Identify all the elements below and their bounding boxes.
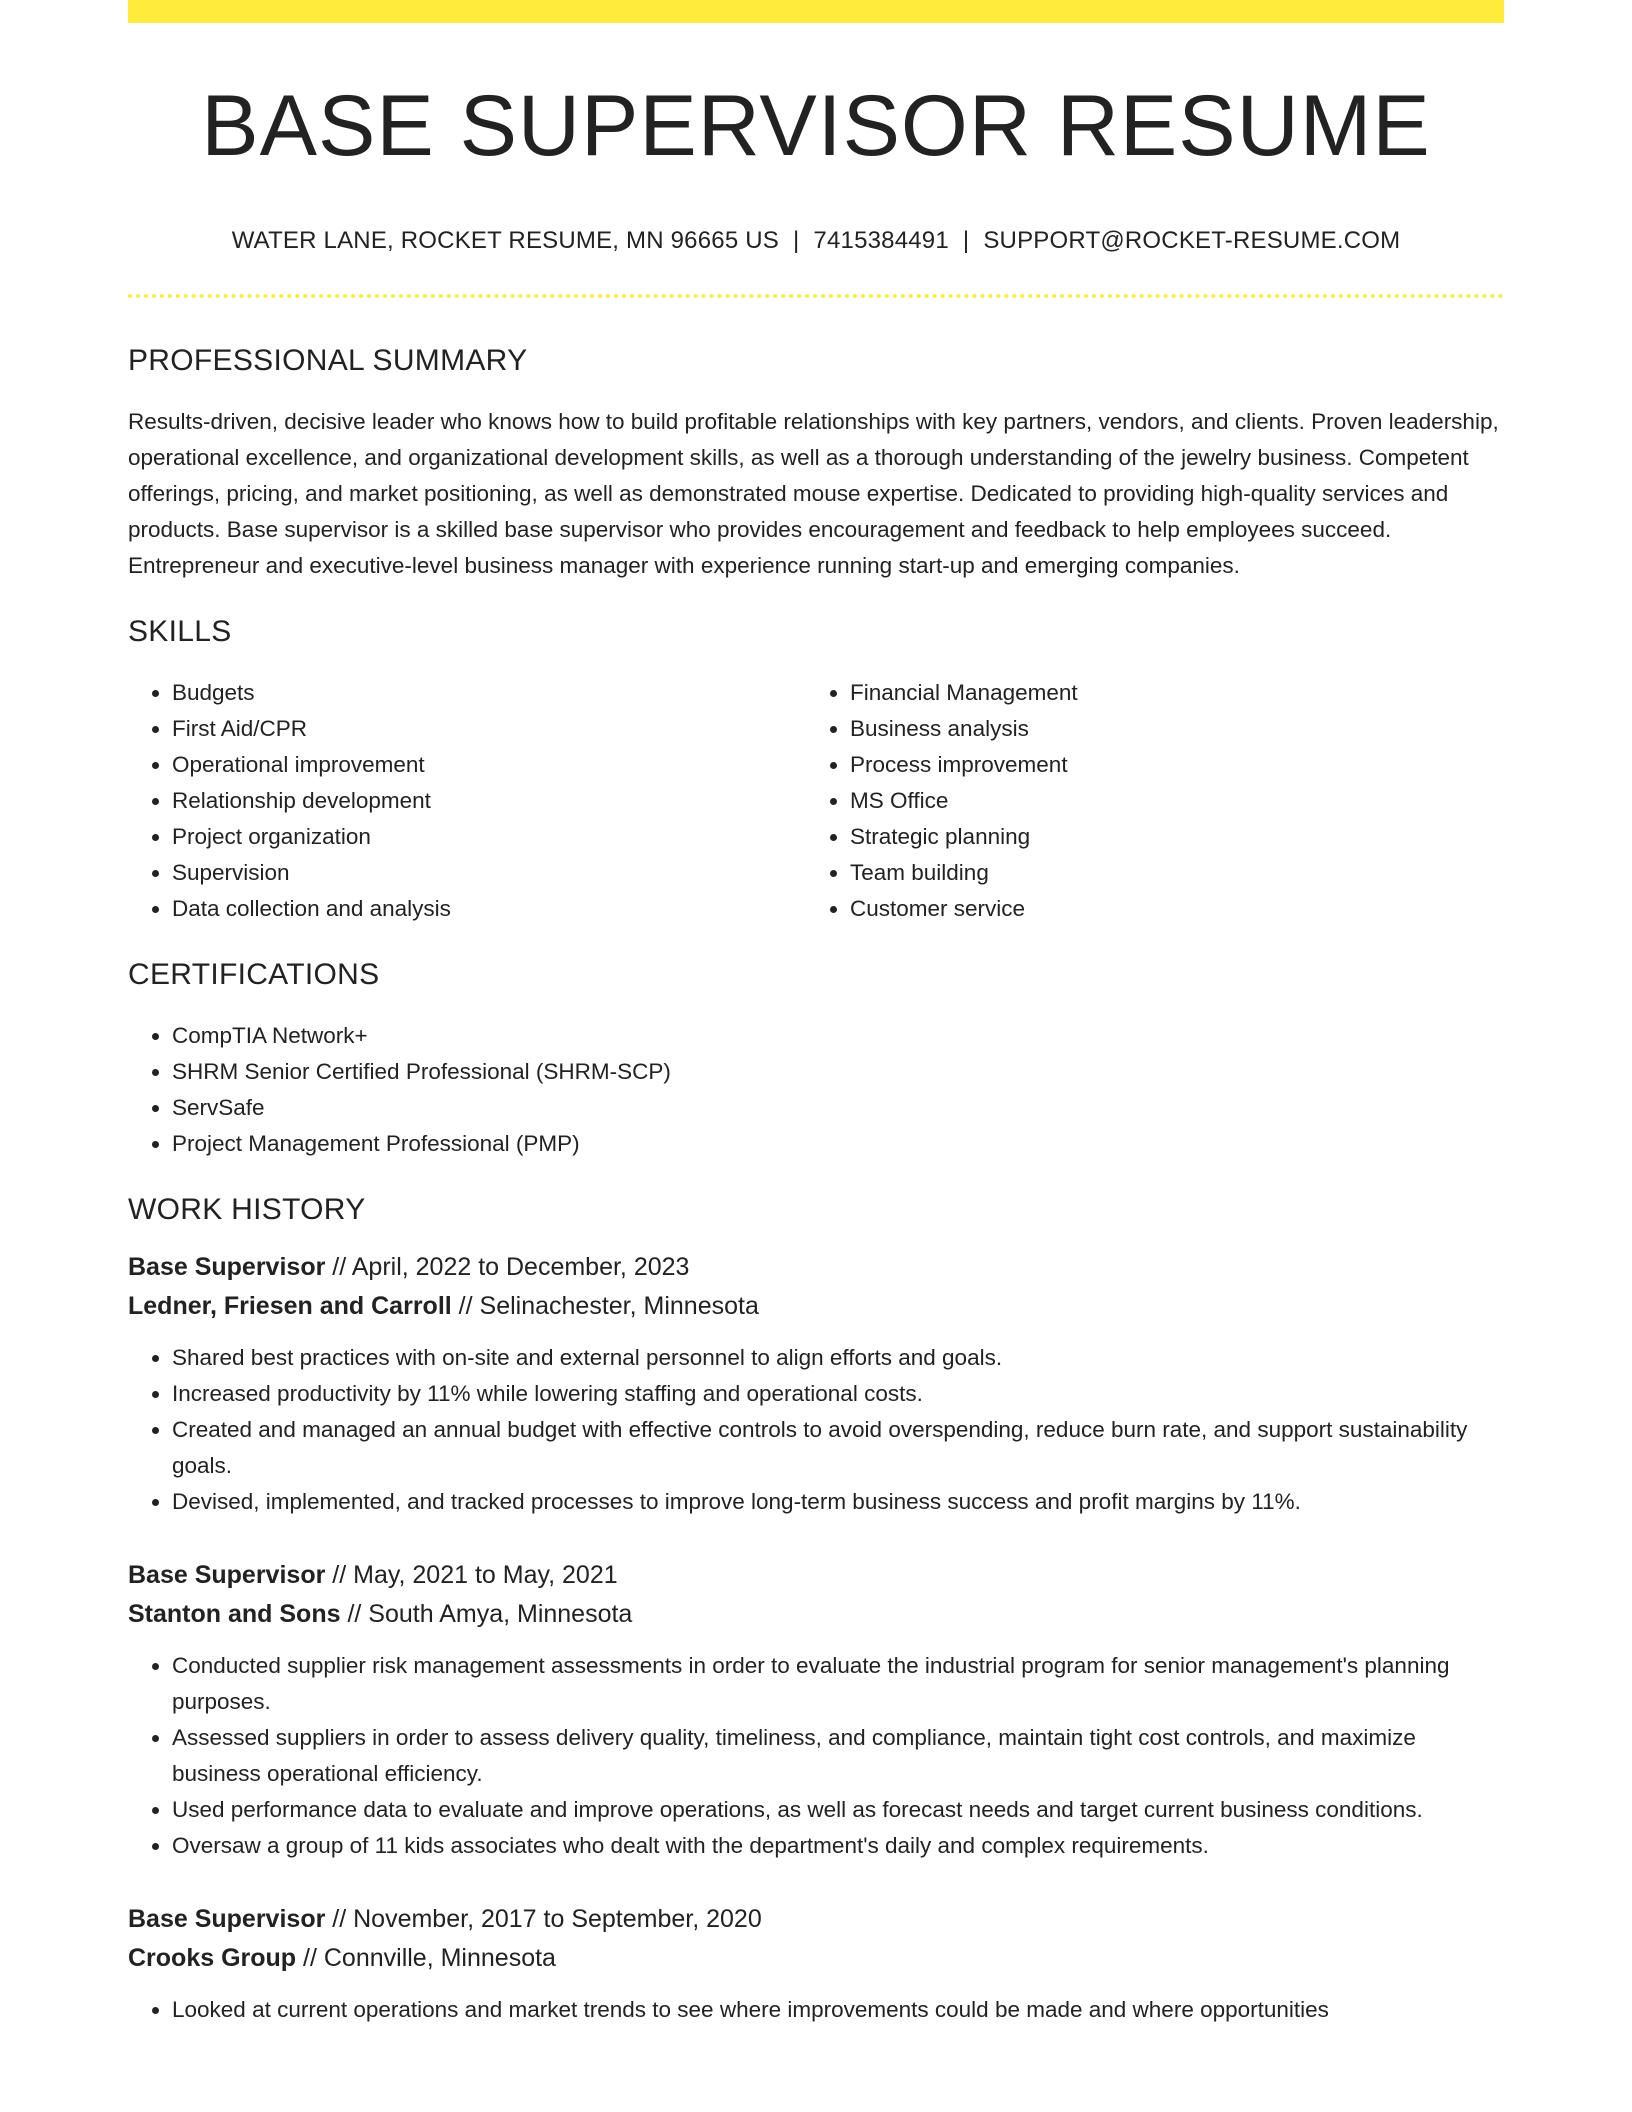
job-bullet: • Used performance data to evaluate and improve operations, as well as forecast needs and target current business conditions. (172, 1792, 1504, 1828)
job-bullets (128, 1648, 1504, 1864)
skill-item: • Strategic planning (850, 819, 1484, 855)
job-role: Base Supervisor (128, 1560, 326, 1589)
job-bullet: • Conducted supplier risk management assessments in order to evaluate the industrial program for senior management's planning purposes. (172, 1648, 1504, 1720)
job-company: Stanton and Sons (128, 1599, 341, 1628)
resume-page (128, 0, 1504, 2028)
skill-item: • Supervision (172, 855, 806, 891)
contact-line (128, 227, 1504, 256)
top-accent-bar (128, 0, 1504, 23)
job-role: Base Supervisor (128, 1904, 326, 1933)
job-company: Ledner, Friesen and Carroll (128, 1291, 452, 1320)
job-bullet: • Assessed suppliers in order to assess delivery quality, timeliness, and compliance, maintain tight cost controls, and maximize business operational efficiency. (172, 1720, 1504, 1792)
job-title-line (128, 1556, 1504, 1595)
job-delimiter: // (451, 1291, 480, 1320)
job-title-line (128, 1248, 1504, 1287)
job-location: Selinachester, Minnesota (479, 1291, 759, 1320)
job-company-line (128, 1287, 1504, 1326)
job-entry (128, 1556, 1504, 1864)
summary-heading: PROFESSIONAL SUMMARY (128, 343, 528, 377)
certifications-list (128, 1018, 1504, 1162)
certification-item: • Project Management Professional (PMP) (172, 1126, 1504, 1162)
certifications-heading: CERTIFICATIONS (128, 957, 380, 991)
skills-heading: SKILLS (128, 614, 232, 648)
email-address[interactable]: SUPPORT@ROCKET-RESUME.COM (983, 227, 1401, 254)
job-bullet: • Looked at current operations and market trends to see where improvements could be made and where opportunities (172, 1992, 1504, 2028)
job-bullets (128, 1992, 1504, 2028)
skill-item: • Data collection and analysis (172, 891, 806, 927)
phone-number[interactable]: 7415384491 (813, 227, 949, 254)
skill-item: • Operational improvement (172, 747, 806, 783)
certification-item: • CompTIA Network+ (172, 1018, 1504, 1054)
job-company: Crooks Group (128, 1943, 297, 1972)
job-location: Connville, Minnesota (323, 1943, 556, 1972)
dotted-divider (128, 294, 1504, 298)
skill-item: • Customer service (850, 891, 1484, 927)
job-company-line (128, 1939, 1504, 1978)
job-delimiter: // (325, 1252, 352, 1281)
job-title-line (128, 1900, 1504, 1939)
job-bullet: • Created and managed an annual budget with effective controls to avoid overspending, reduce burn rate, and support sustainability goals. (172, 1412, 1504, 1484)
job-bullet: • Increased productivity by 11% while lowering staffing and operational costs. (172, 1376, 1504, 1412)
job-location: South Amya, Minnesota (368, 1599, 633, 1628)
skills-grid (128, 675, 1504, 927)
job-company-line (128, 1595, 1504, 1634)
skills-list-right (806, 675, 1484, 927)
skills-list-left (128, 675, 806, 927)
job-bullet: • Shared best practices with on-site and external personnel to align efforts and goals. (172, 1340, 1504, 1376)
skill-item: • Team building (850, 855, 1484, 891)
job-dates: May, 2021 to May, 2021 (353, 1560, 618, 1589)
contact-separator: | (962, 227, 970, 254)
skill-item: • Budgets (172, 675, 806, 711)
job-delimiter: // (325, 1904, 354, 1933)
job-entry (128, 1248, 1504, 1520)
job-role: Base Supervisor (128, 1252, 326, 1281)
skill-item: • Business analysis (850, 711, 1484, 747)
job-delimiter: // (296, 1943, 324, 1972)
job-dates: April, 2022 to December, 2023 (351, 1252, 690, 1281)
job-dates: November, 2017 to September, 2020 (353, 1904, 762, 1933)
job-bullets (128, 1340, 1504, 1520)
job-bullet: • Oversaw a group of 11 kids associates who dealt with the department's daily and complex requirements. (172, 1828, 1504, 1864)
job-delimiter: // (340, 1599, 369, 1628)
work-history-heading: WORK HISTORY (128, 1192, 366, 1226)
certification-item: • SHRM Senior Certified Professional (SHRM-SCP) (172, 1054, 1504, 1090)
summary-text: Results-driven, decisive leader who knows how to build profitable relationships with key partners, vendors, and clients. Proven leadership, operational excellence, and organizational development skills, as well as a thorough understanding of the jewelry business. Competent offerings, pricing, and market positioning, as well as demonstrated mouse expertise. Dedicated to providing high-quality services and products. Base supervisor is a skilled base supervisor who provides encouragement and feedback to help employees succeed. Entrepreneur and executive-level business manager with experience running start-up and emerging companies. (128, 408, 1499, 578)
skill-item: • First Aid/CPR (172, 711, 806, 747)
skill-item: • Financial Management (850, 675, 1484, 711)
skill-item: • Project organization (172, 819, 806, 855)
address: WATER LANE, ROCKET RESUME, MN 96665 US (231, 227, 779, 254)
skill-item: • Process improvement (850, 747, 1484, 783)
certification-item: • ServSafe (172, 1090, 1504, 1126)
job-entry (128, 1900, 1504, 2028)
resume-title: BASE SUPERVISOR RESUME (201, 78, 1431, 174)
contact-separator: | (792, 227, 800, 254)
skill-item: • Relationship development (172, 783, 806, 819)
job-bullet: • Devised, implemented, and tracked processes to improve long-term business success and profit margins by 11%. (172, 1484, 1504, 1520)
job-delimiter: // (325, 1560, 354, 1589)
skill-item: • MS Office (850, 783, 1484, 819)
